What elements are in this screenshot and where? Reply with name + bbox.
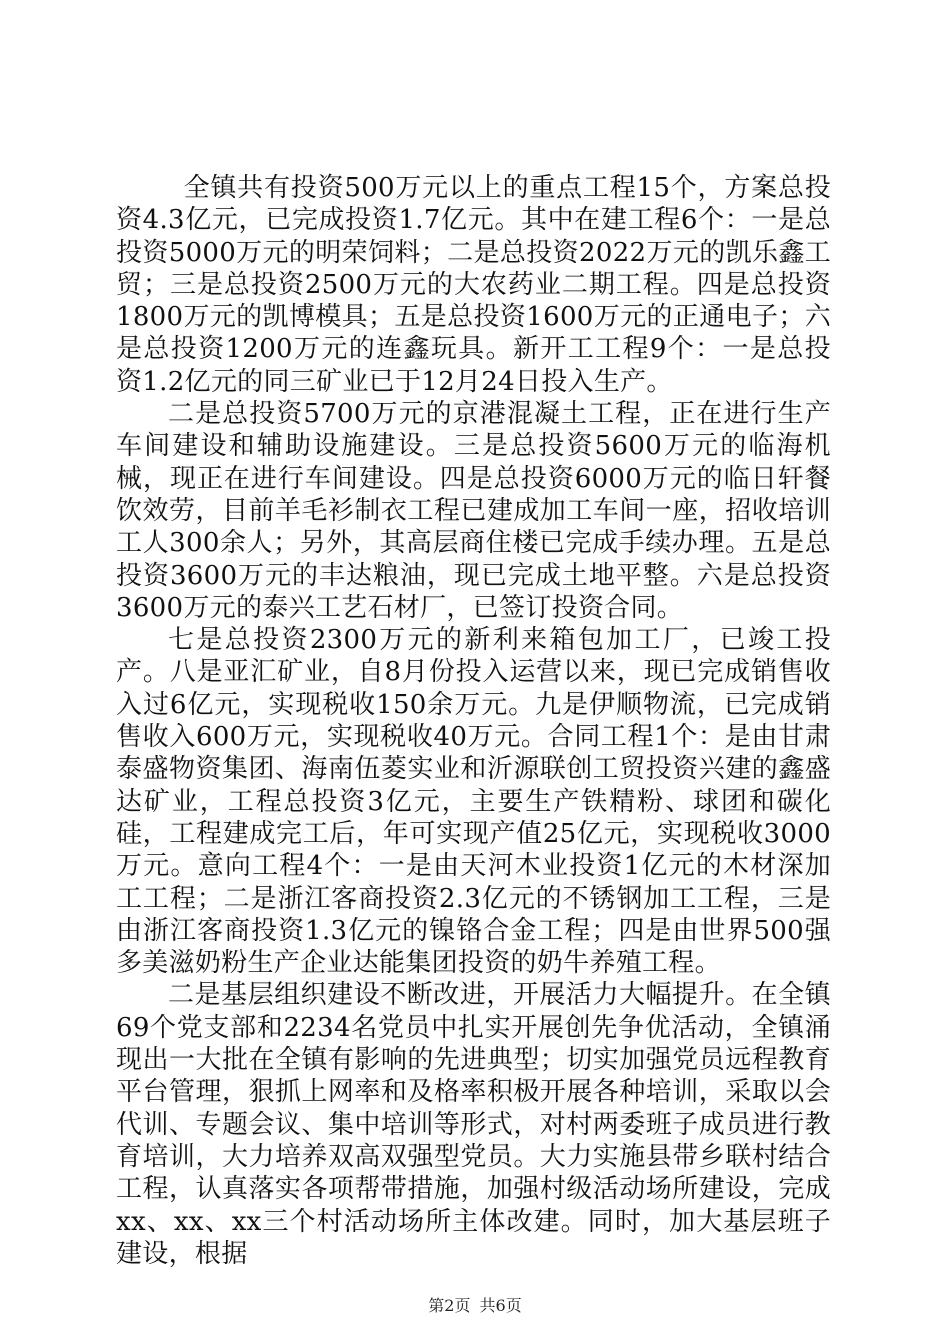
document-body (116, 172, 831, 1270)
paragraph-new-projects: 二是总投资5700万元的京港混凝土工程，正在进行生产车间建设和辅助设施建设。三是总投资5600万元的临海机械，现正在进行车间建设。四是总投资6000万元的临日轩餐饮效劳，目前羊毛衫制衣工程已建成加工车间一座，招收培训工人300余人；另外，其高层商住楼已完成手续办理。五是总投资3600万元的丰达粮油，现已完成土地平整。六是总投资3600万元的泰兴工艺石材厂，已签订投资合同。 (116, 399, 831, 623)
paragraph-contract-projects: 七是总投资2300万元的新利来箱包加工厂，已竣工投产。八是亚汇矿业，自8月份投入运营以来，现已完成销售收入过6亿元，实现税收150余万元。九是伊顺物流，已完成销售收入600万元，实现税收40万元。合同工程1个：是由甘肃泰盛物资集团、海南伍菱实业和沂源联创工贸投资兴建的鑫盛达矿业，工程总投资3亿元，主要生产铁精粉、球团和碳化硅，工程建成完工后，年可实现产值25亿元，实现税收3000万元。意向工程4个：一是由天河木业投资1亿元的木材深加工工程；二是浙江客商投资2.3亿元的不锈钢加工工程，三是由浙江客商投资1.3亿元的镍铬合金工程；四是由世界500强多美滋奶粉生产企业达能集团投资的奶牛养殖工程。 (116, 625, 831, 979)
paragraph-party-organization: 二是基层组织建设不断改进，开展活力大幅提升。在全镇69个党支部和2234名党员中扎实开展创先争优活动，全镇涌现出一大批在全镇有影响的先进典型；切实加强党员远程教育平台管理，狠抓上网率和及格率积极开展各种培训，采取以会代训、专题会议、集中培训等形式，对村两委班子成员进行教育培训，大力培养双高双强型党员。大力实施县带乡联村结合工程，认真落实各项帮带措施，加强村级活动场所建设，完成xx、xx、xx三个村活动场所主体改建。同时，加大基层班子建设，根据 (116, 980, 831, 1269)
paragraph-key-projects: 全镇共有投资500万元以上的重点工程15个，方案总投资4.3亿元，已完成投资1.7亿元。其中在建工程6个：一是总投资5000万元的明荣饲料；二是总投资2022万元的凯乐鑫工贸；三是总投资2500万元的大农药业二期工程。四是总投资1800万元的凯博模具；五是总投资1600万元的正通电子；六是总投资1200万元的连鑫玩具。新开工工程9个：一是总投资1.2亿元的同三矿业已于12月24日投入生产。 (116, 173, 831, 397)
page-total: 共6页 (479, 1296, 522, 1315)
page-number: 第2页 (428, 1296, 471, 1315)
page-footer (0, 1296, 950, 1316)
